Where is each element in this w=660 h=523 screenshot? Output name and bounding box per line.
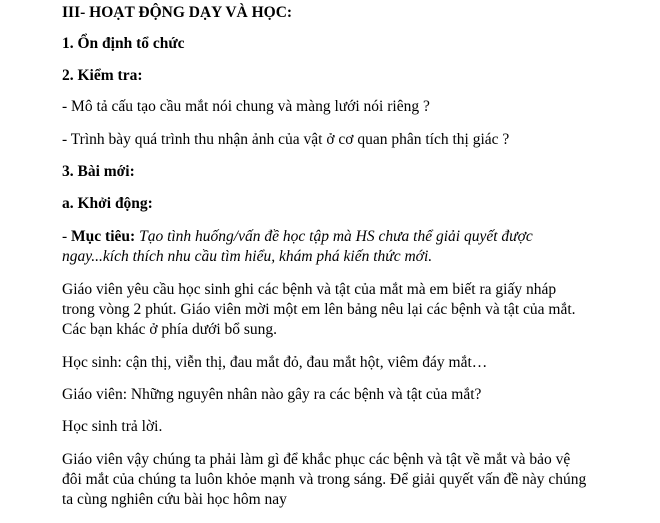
goal-text-1: Tạo tình huống/vấn đề học tập mà HS chưa thể giải quyết được bbox=[139, 228, 533, 245]
section-heading: III- HOẠT ĐỘNG DẠY VÀ HỌC: bbox=[62, 4, 293, 21]
warmup-heading: a. Khởi động: bbox=[62, 195, 153, 212]
goal-label: Mục tiêu bbox=[71, 228, 131, 245]
goal-colon: : bbox=[130, 228, 140, 245]
goal-line-2: ngay...kích thích nhu cầu tìm hiểu, khám phá kiến thức mới. bbox=[62, 248, 433, 265]
check-question-1: - Mô tả cấu tạo cầu mắt nói chung và màng lưới nói riêng ? bbox=[62, 98, 430, 115]
goal-prefix: - bbox=[62, 228, 72, 245]
paragraph-5-line-1: Giáo viên vậy chúng ta phải làm gì để khắc phục các bệnh và tật về mắt và bảo vệ bbox=[62, 451, 571, 468]
step2-heading: 2. Kiểm tra: bbox=[62, 67, 143, 84]
step3-heading: 3. Bài mới: bbox=[62, 163, 135, 180]
paragraph-5-line-3: ta cùng nghiên cứu bài học hôm nay bbox=[62, 491, 287, 508]
paragraph-4: Học sinh trả lời. bbox=[62, 418, 163, 435]
paragraph-1-line-1: Giáo viên yêu cầu học sinh ghi các bệnh và tật của mắt mà em biết ra giấy nháp bbox=[62, 281, 557, 298]
check-question-2: - Trình bày quá trình thu nhận ảnh của vật ở cơ quan phân tích thị giác ? bbox=[62, 131, 510, 148]
paragraph-3: Giáo viên: Những nguyên nhân nào gây ra các bệnh và tật của mắt? bbox=[62, 386, 482, 403]
goal-line-1 bbox=[62, 227, 533, 247]
step1-heading: 1. Ổn định tổ chức bbox=[62, 35, 185, 52]
paragraph-2: Học sinh: cận thị, viễn thị, đau mắt đỏ, đau mắt hột, viêm đáy mắt… bbox=[62, 354, 488, 371]
paragraph-1-line-3: Các bạn khác ở phía dưới bổ sung. bbox=[62, 321, 278, 338]
paragraph-1-line-2: trong vòng 2 phút. Giáo viên mời một em lên bảng nêu lại các bệnh và tật của mắt. bbox=[62, 301, 576, 318]
paragraph-5-line-2: đôi mắt của chúng ta luôn khỏe mạnh và trong sáng. Để giải quyết vấn đề này chúng bbox=[62, 471, 587, 488]
